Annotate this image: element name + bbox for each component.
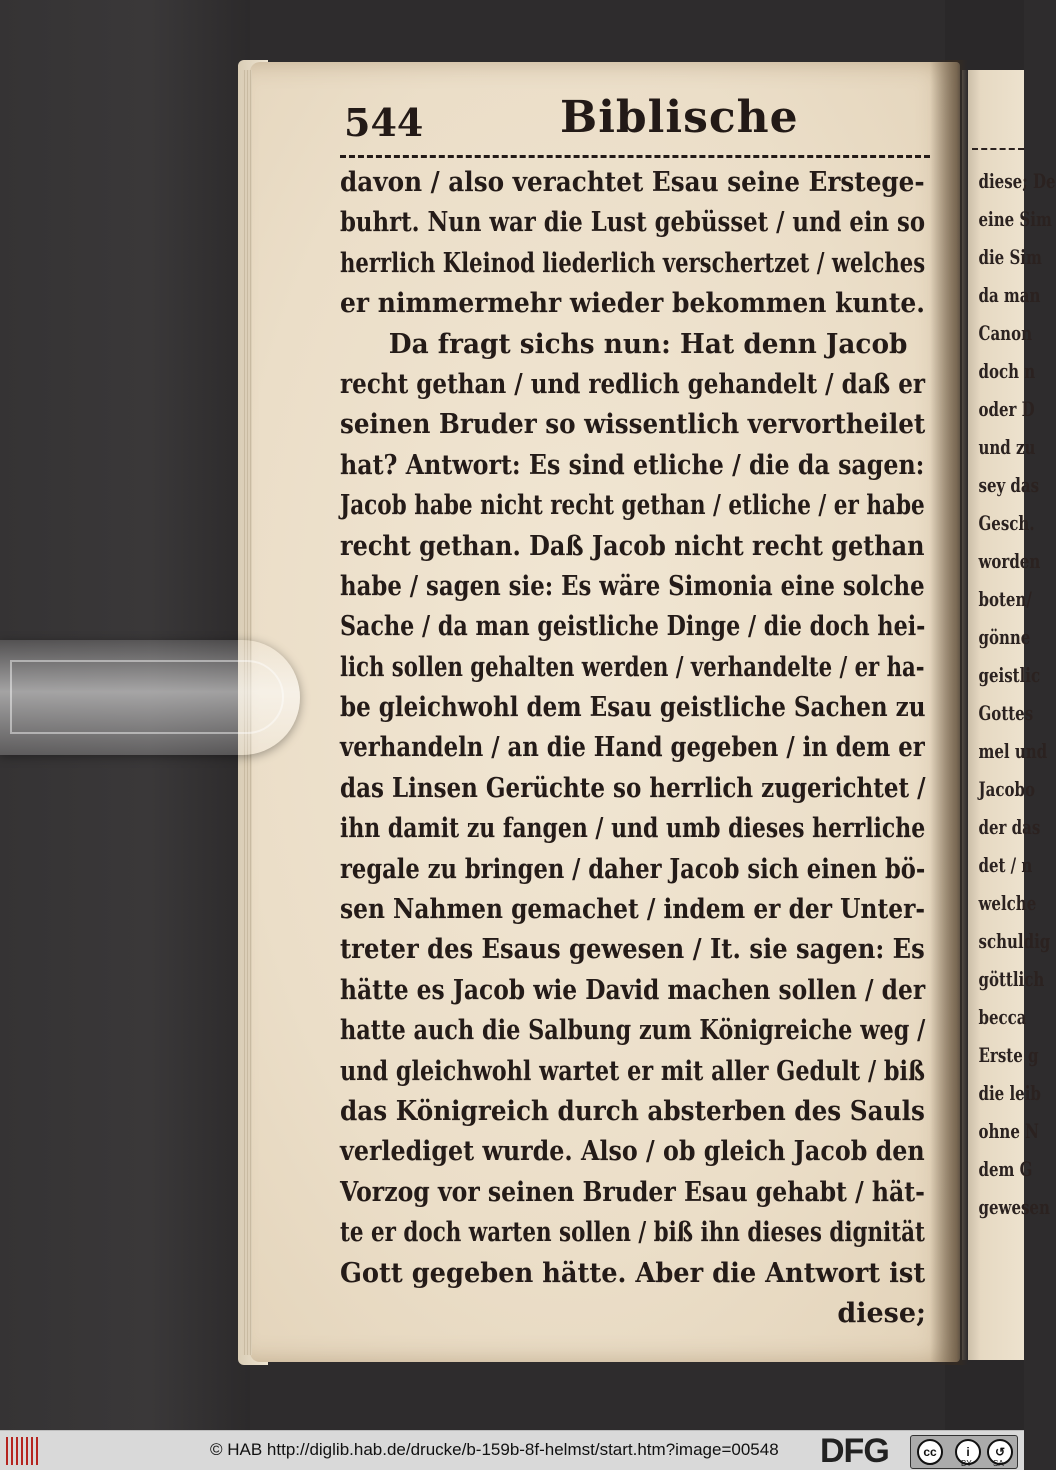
sa-icon: ↺ — [987, 1439, 1013, 1465]
text-line: Jacob habe nicht recht gethan / etliche / er habe — [340, 490, 925, 522]
facing-page-line: göttlich — [978, 967, 1045, 991]
facing-page-line: oder D — [978, 397, 1035, 421]
running-head: Biblische — [560, 92, 799, 143]
cc-license-badge[interactable] — [910, 1435, 1018, 1469]
facing-page-line: sey das — [978, 473, 1040, 497]
text-line: verlediget wurde. Also / ob gleich Jacob den — [340, 1136, 925, 1168]
facing-page-line: eine Sim — [978, 207, 1052, 231]
facing-page-line: diese; De — [978, 169, 1056, 193]
facing-page-rule — [972, 148, 1024, 153]
text-line: das Königreich durch absterben des Sauls — [340, 1095, 925, 1127]
text-line: recht gethan. Daß Jacob nicht recht gethan — [340, 530, 925, 562]
facing-page-line: Canon — [978, 321, 1032, 345]
by-icon: i — [955, 1439, 981, 1465]
source-url[interactable]: © HAB http://diglib.hab.de/drucke/b-159b-8f-helmst/start.htm?image=00548 — [210, 1440, 779, 1459]
text-line: herrlich Kleinod liederlich verschertzet / welches — [340, 247, 926, 279]
text-line: hätte es Jacob wie David machen sollen / der — [340, 974, 926, 1006]
facing-page-line: welche — [978, 891, 1037, 915]
text-line: buhrt. Nun war die Lust gebüsset / und ein so — [340, 207, 926, 239]
facing-page-line: und zu — [978, 435, 1036, 459]
sa-label: SA — [993, 1459, 1004, 1468]
text-line: ihn damit zu fangen / und umb dieses herrliche — [340, 813, 926, 845]
facing-page-line: die Sim — [978, 245, 1042, 269]
facing-page-line: gewesen — [978, 1195, 1050, 1219]
facing-page-line: da man — [978, 283, 1041, 307]
text-line: habe / sagen sie: Es wäre Simonia eine solche — [340, 570, 925, 602]
viewer-footer — [0, 1430, 1024, 1470]
text-line: verhandeln / an die Hand gegeben / in dem er — [340, 732, 925, 764]
facing-page-line: schuldig — [978, 929, 1051, 953]
body-text — [340, 163, 940, 1334]
dfg-logo: DFG — [820, 1432, 889, 1470]
facing-page-line: mel und — [978, 739, 1048, 763]
facing-page-line: doch n — [978, 359, 1036, 383]
text-line: Vorzog vor seinen Bruder Esau gehabt / hät- — [340, 1176, 925, 1208]
text-line: hat? Antwort: Es sind etliche / die da sagen: — [340, 449, 925, 481]
text-line: te er doch warten sollen / biß ihn dieses dignität — [340, 1217, 925, 1249]
facing-page-line: boten/ — [978, 587, 1032, 611]
text-line: davon / also verachtet Esau seine Erstege- — [340, 167, 925, 198]
facing-page-line: Gesch. — [978, 511, 1035, 535]
page-header — [330, 92, 935, 152]
facing-page-line: Jacobo — [978, 777, 1035, 801]
facing-page-line: Gottes — [978, 701, 1034, 725]
text-line: er nimmermehr wieder bekommen kunte. — [340, 288, 925, 320]
text-line: Sache / da man geistliche Dinge / die doch hei- — [340, 611, 926, 643]
text-line: Gott gegeben hätte. Aber die Antwort ist — [340, 1257, 926, 1289]
by-label: BY — [961, 1459, 972, 1468]
page-holder-clip-highlight — [10, 660, 284, 734]
cc-icon: cc — [917, 1439, 943, 1465]
facing-page-line: ohne N — [978, 1119, 1039, 1143]
header-rule — [340, 155, 930, 162]
page-number: 544 — [344, 100, 424, 145]
text-line: treter des Esaus gewesen / It. sie sagen: Es — [340, 934, 925, 966]
facing-page-line: geistlic — [978, 663, 1041, 687]
facing-page-line: die leib — [978, 1081, 1041, 1105]
hab-logo-icon — [6, 1437, 40, 1465]
text-line: Da fragt sichs nun: Hat denn Jacob — [388, 328, 908, 360]
catchword: diese; — [837, 1297, 926, 1329]
text-line: be gleichwohl dem Esau geistliche Sachen zu — [340, 692, 926, 724]
facing-page-fragment — [962, 70, 1056, 1360]
text-line: lich sollen gehalten werden / verhandelte / er ha- — [340, 651, 925, 683]
text-line: und gleichwohl wartet er mit aller Gedult / biß — [340, 1055, 925, 1087]
text-line: regale zu bringen / daher Jacob sich einen bö- — [340, 853, 926, 885]
facing-page-line: gönne — [978, 625, 1031, 649]
facing-page-line: worden — [978, 549, 1041, 573]
text-line: hatte auch die Salbung zum Königreiche weg / — [340, 1015, 926, 1047]
facing-page-line: der das — [978, 815, 1041, 839]
text-line: das Linsen Gerüchte so herrlich zugerichtet / — [340, 772, 926, 804]
facing-page-line: Erste g — [978, 1043, 1039, 1067]
facing-page-line: becca — [978, 1005, 1027, 1029]
facing-page-line: det / n — [978, 853, 1033, 877]
text-line: seinen Bruder so wissentlich vervortheilet — [340, 409, 926, 441]
facing-page-line: dem G — [978, 1157, 1033, 1181]
text-line: recht gethan / und redlich gehandelt / daß er — [340, 368, 926, 400]
text-line: sen Nahmen gemachet / indem er der Unter- — [340, 894, 926, 926]
